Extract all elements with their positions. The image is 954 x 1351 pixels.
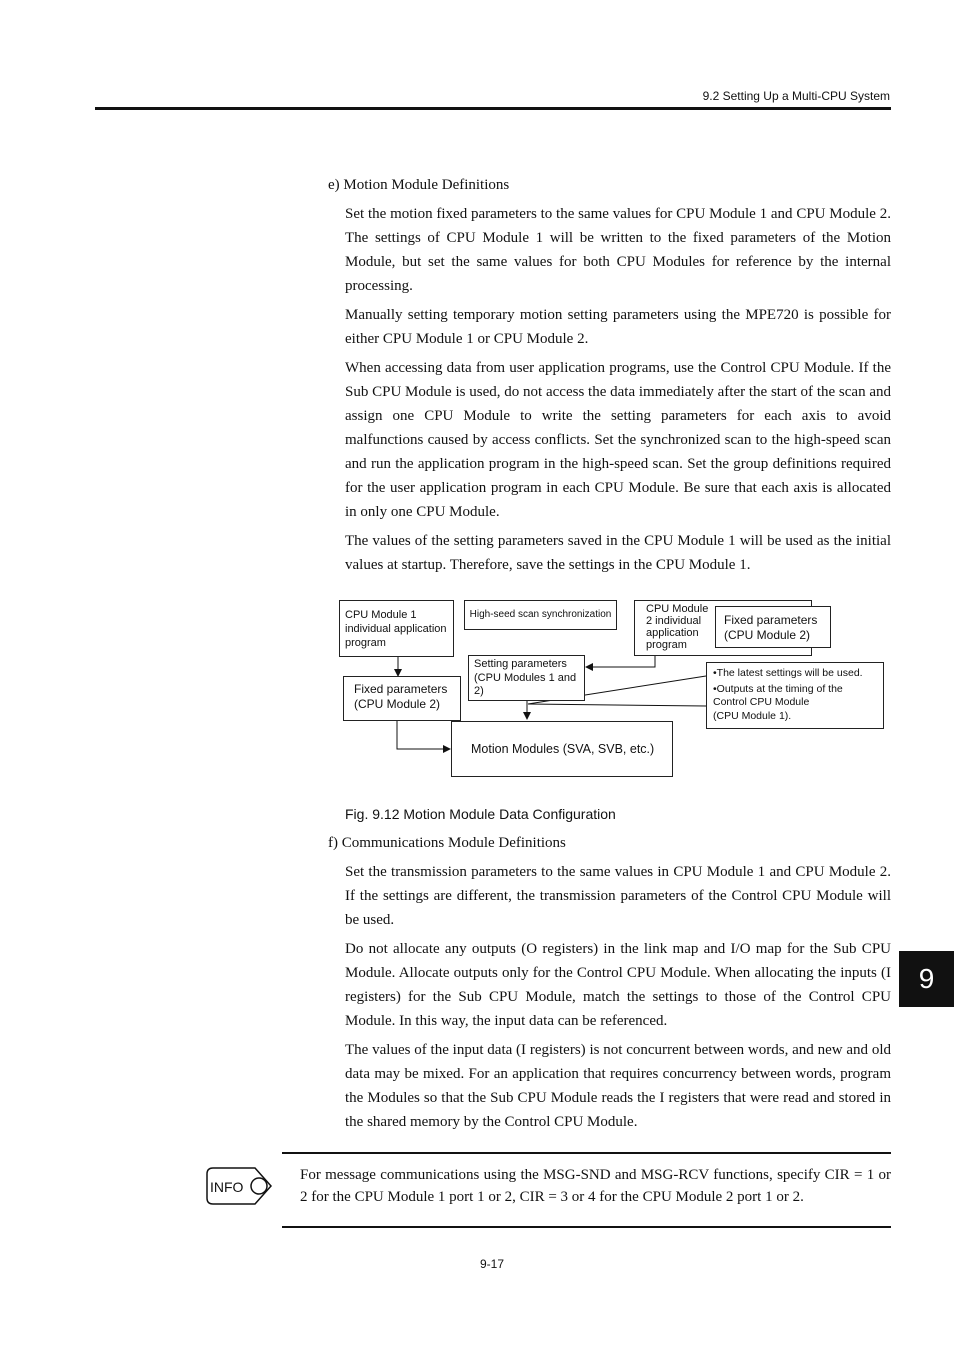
info-rule-top [282, 1152, 891, 1154]
section-e-paragraph-1: Set the motion fixed parameters to the same values for CPU Module 1 and CPU Module 2. The settings of CPU Module 1 will be written to the fixed parameters of the Motion Module, but set the same values for both CPU Modules for reference by the internal processing. [345, 206, 891, 294]
running-header: 9.2 Setting Up a Multi-CPU System [702, 89, 890, 103]
motion-modules-box [451, 721, 673, 777]
info-text: For message communications using the MSG-SND and MSG-RCV functions, specify CIR = 1 or 2 for the CPU Module 1 port 1 or 2, CIR = 3 or 4 for the CPU Module 2 port 1 or 2. [300, 1167, 891, 1205]
section-f-heading: f) Communications Module Definitions [328, 835, 566, 851]
cpu1-program-label: CPU Module 1 individual application program [345, 609, 447, 649]
cpu2-program-label: CPU Module 2 individual application program [646, 603, 709, 651]
motion-modules-label: Motion Modules (SVA, SVB, etc.) [471, 742, 655, 756]
section-e-heading: e) Motion Module Definitions [328, 177, 510, 193]
setting-params-label: Setting parameters (CPU Modules 1 and 2) [474, 658, 577, 697]
section-e-paragraph-4: The values of the setting parameters saved in the CPU Module 1 will be used as the initial values at startup. Therefore, save the settings in the CPU Module 1. [345, 533, 891, 573]
fixed-params-left-box [343, 676, 461, 721]
fixed-params-left-label: Fixed parameters (CPU Module 2) [354, 682, 448, 711]
note-latest-settings: •The latest settings will be used. [713, 667, 863, 679]
cpu1-program-box [339, 600, 454, 657]
section-e-paragraph-2: Manually setting temporary motion setting parameters using the MPE720 is possible for either CPU Module 1 or CPU Module 2. [345, 307, 891, 347]
note-box [706, 662, 884, 729]
section-e-paragraph-3: When accessing data from user application programs, use the Control CPU Module. If the Sub CPU Module is used, do not access the data immediately after the start of the scan and assign one CPU Module to write the setting parameters for each axis to avoid malfunctions caused by access conflicts. Set the synchronized scan to the high-speed scan and run the application program in the high-speed scan. Set the group definitions required for the user application program in each CPU Module. Be sure that each axis is allocated in only one CPU Module. [345, 360, 891, 520]
fixed-params-top-label: Fixed parameters (CPU Module 2) [724, 613, 818, 642]
info-icon-label: INFO [210, 1179, 244, 1195]
info-icon [205, 1166, 273, 1213]
page-number: 9-17 [480, 1257, 505, 1271]
arrow-fixed-to-motion [397, 721, 450, 749]
figure-caption: Fig. 9.12 Motion Module Data Configuration [345, 806, 616, 822]
info-rule-bottom [282, 1226, 891, 1228]
chapter-tab: 9 [899, 951, 954, 1007]
sync-label: High-seed scan synchronization [469, 609, 612, 620]
fixed-params-top-box [715, 606, 831, 648]
section-f-paragraph-2: Do not allocate any outputs (O registers) in the link map and I/O map for the Sub CPU Module. Allocate outputs only for the Control CPU Module. When allocating the inputs (I registers) for the Sub CPU Module, match the settings to those of the Control CPU Module. In this way, the input data can be referenced. [345, 941, 891, 1029]
arrow-cpu2-to-setting [586, 656, 655, 667]
section-f-paragraph-1: Set the transmission parameters to the same values in CPU Module 1 and CPU Module 2. If the settings are different, the transmission parameters of the Control CPU Module will be used. [345, 864, 891, 928]
section-f-paragraph-3: The values of the input data (I registers) is not concurrent between words, and new and old data may be mixed. For an application that requires concurrency between words, program the Modules so that the Sub CPU Module reads the I registers that were read and stored in the shared memory by the Control CPU Module. [345, 1042, 891, 1130]
setting-params-box [468, 655, 585, 701]
note-output-timing: •Outputs at the timing of the Control CPU Module (CPU Module 1). [713, 682, 843, 722]
sync-box [464, 600, 617, 630]
